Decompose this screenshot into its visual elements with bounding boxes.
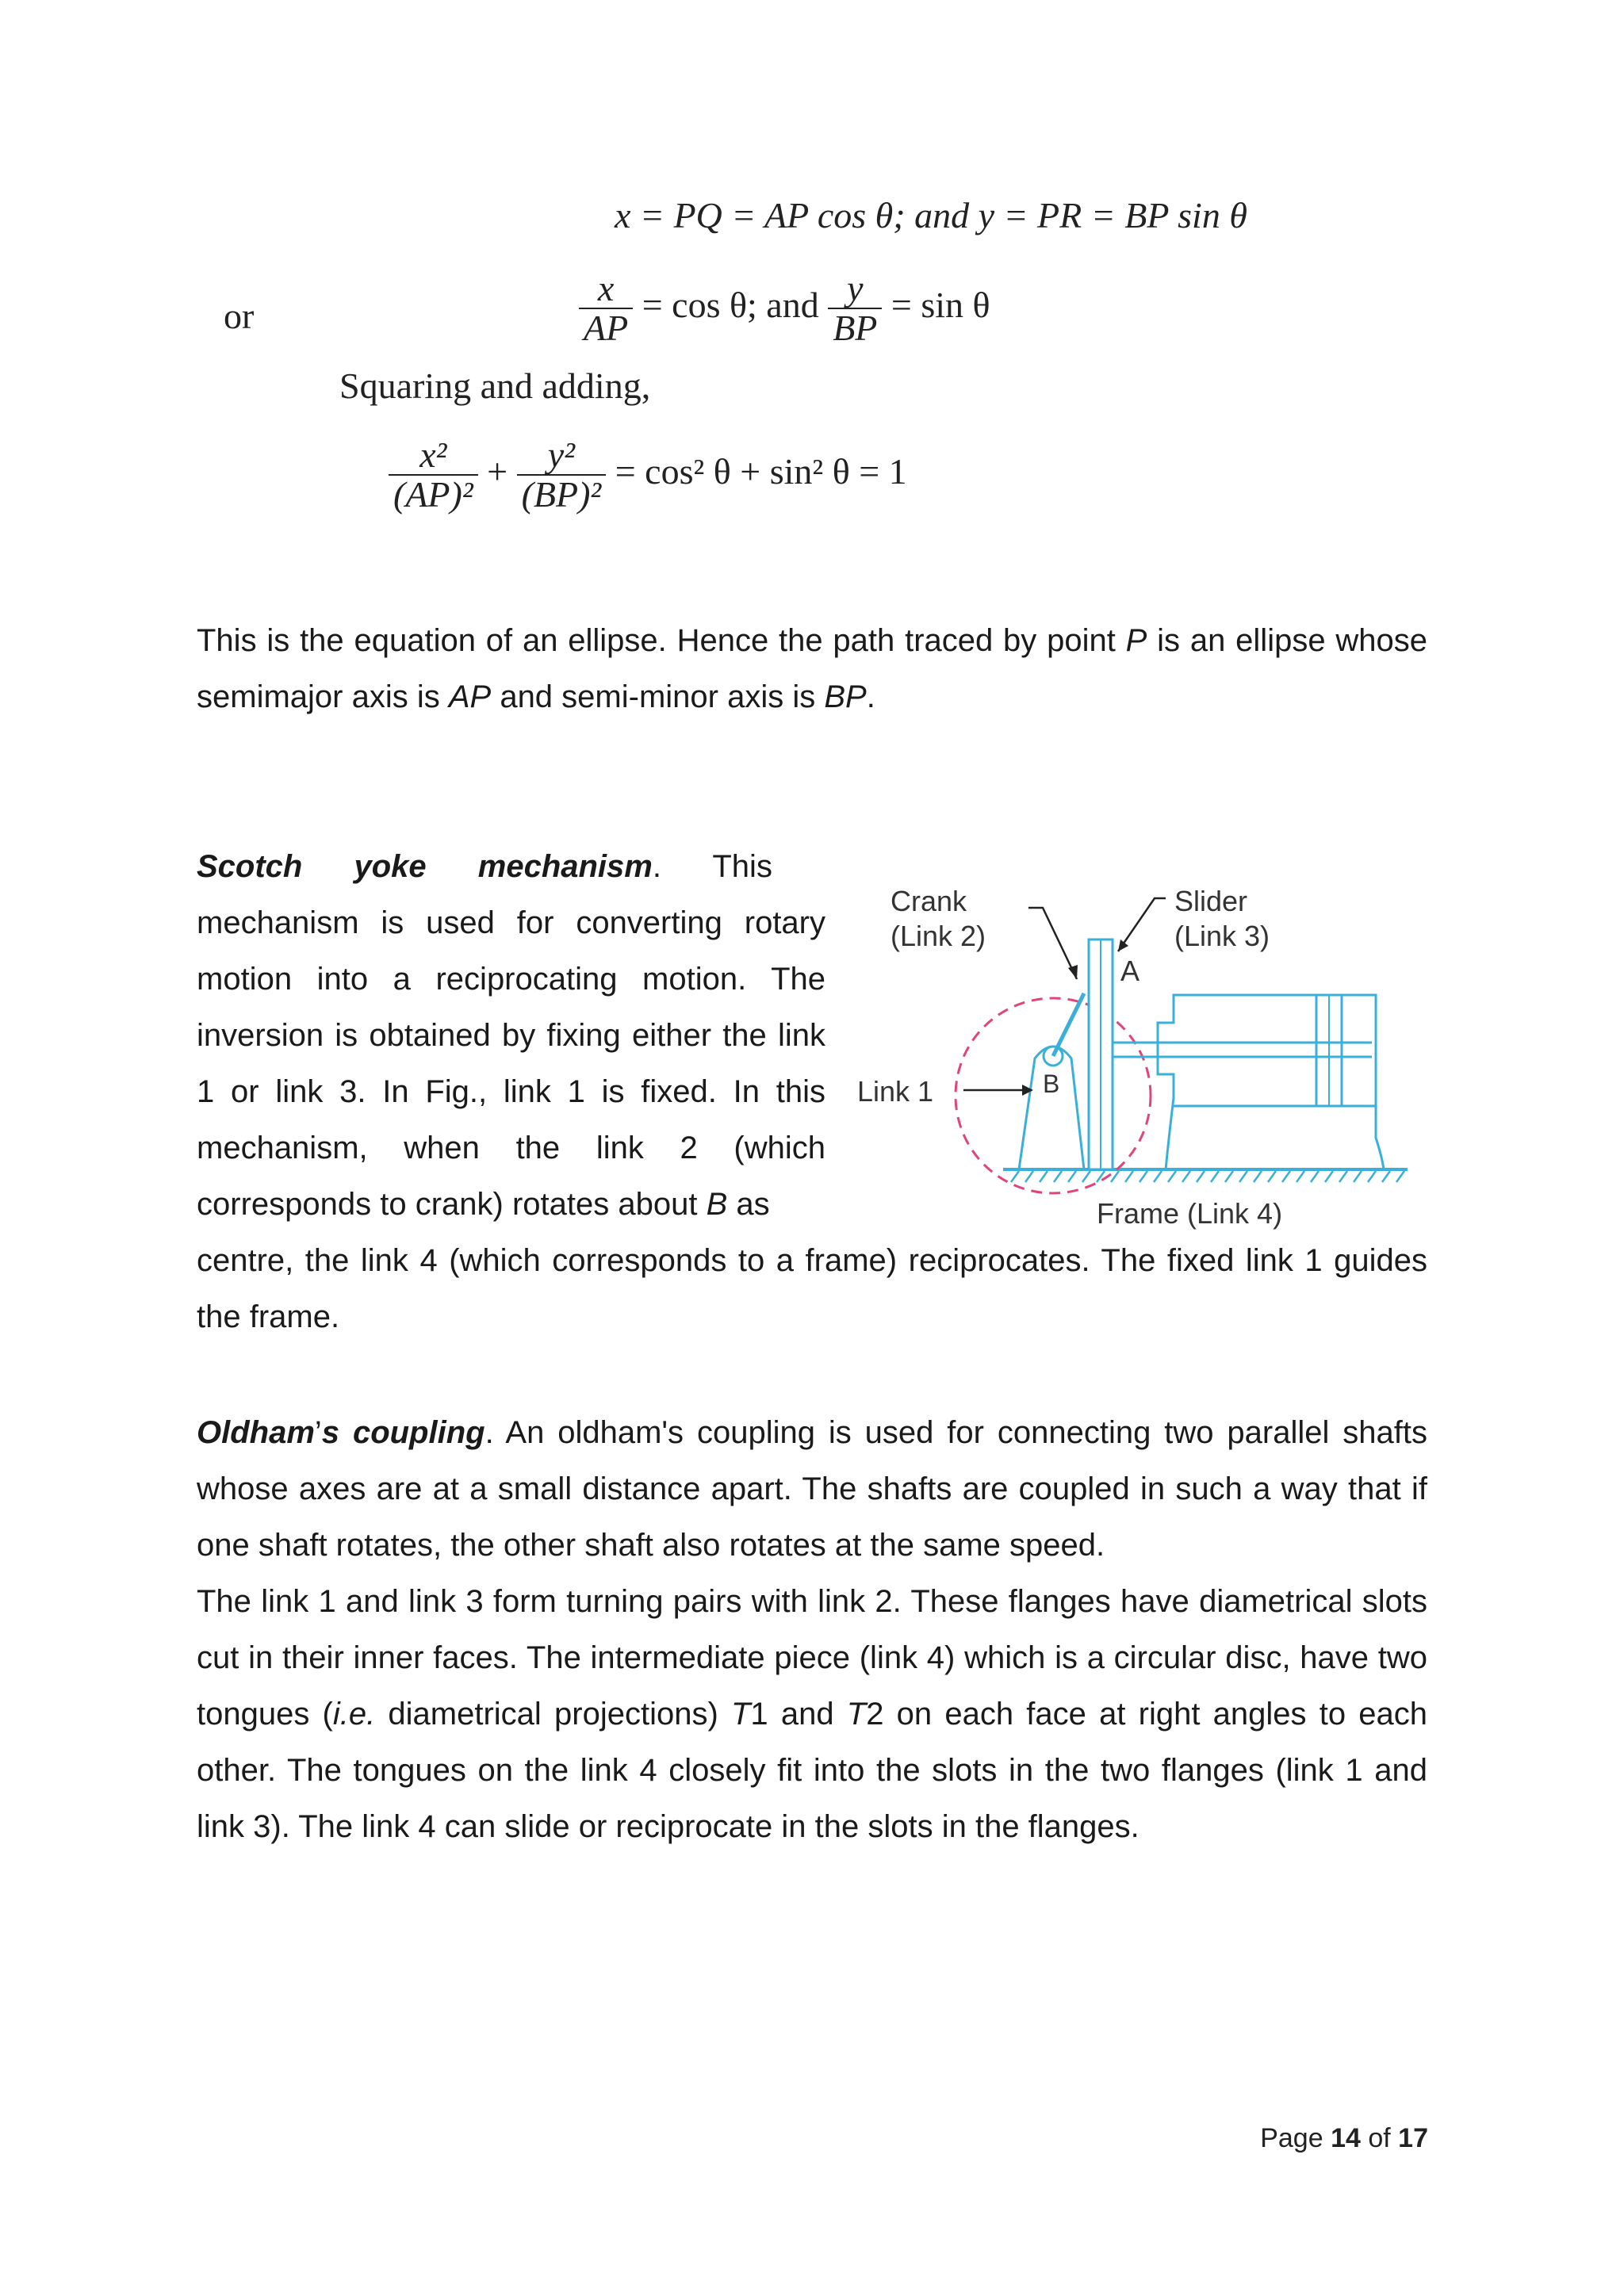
text-run: This is the equation of an ellipse. Hence the path traced by point bbox=[197, 623, 1126, 658]
fraction-y-bp bbox=[828, 270, 882, 348]
text-run: AP bbox=[448, 679, 492, 714]
current-page: 14 bbox=[1331, 2123, 1361, 2153]
squaring-label: Squaring and adding, bbox=[339, 365, 651, 406]
link-1-label: Link 1 bbox=[857, 1075, 934, 1108]
text-run: P bbox=[1125, 623, 1147, 658]
point-b-label: B bbox=[1043, 1070, 1060, 1098]
fraction-denominator: BP bbox=[833, 308, 878, 349]
fraction-denominator: AP bbox=[584, 308, 629, 349]
of-word: of bbox=[1368, 2123, 1391, 2153]
text-run: 2 on each face at right angles to each other. The tongues on the link 4 closely fit into the slots in the two flanges (link 1 and link 3). The link 4 can slide or reciprocate in the slots in the flanges. bbox=[197, 1697, 1427, 1844]
equation-1 bbox=[615, 194, 1247, 236]
oldham-paragraph-2 bbox=[197, 1574, 1427, 1855]
text-run: T bbox=[846, 1697, 867, 1732]
fraction-denominator: (BP)² bbox=[521, 474, 602, 515]
hatch-mark bbox=[1011, 1171, 1019, 1182]
hatch-mark bbox=[1054, 1171, 1062, 1182]
hatch-mark bbox=[1082, 1171, 1090, 1182]
hatch-mark bbox=[1211, 1171, 1219, 1182]
hatch-mark bbox=[1225, 1171, 1233, 1182]
crank-label-text: Crank bbox=[891, 885, 967, 917]
text-run: . bbox=[866, 679, 875, 714]
hatch-mark bbox=[1182, 1171, 1190, 1182]
fraction-numerator: y² bbox=[517, 436, 607, 476]
scotch-yoke-title: Scotch yoke mechanism bbox=[197, 849, 653, 884]
text-run: BP bbox=[824, 679, 867, 714]
hatch-mark bbox=[1268, 1171, 1276, 1182]
hatch-mark bbox=[1396, 1171, 1404, 1182]
oldham-paragraph bbox=[197, 1405, 1427, 1855]
slider-arrowhead bbox=[1118, 939, 1128, 951]
text-run: ’ bbox=[314, 1415, 322, 1450]
equation-2-end: = sin θ bbox=[891, 284, 990, 325]
text-run: i.e. bbox=[332, 1697, 376, 1732]
hatch-mark bbox=[1040, 1171, 1048, 1182]
text-run: . An oldham's coupling is used for connecting two parallel shafts whose axes are at a small distance apart. The shafts are coupled in such a way that if one shaft rotates, the other shaft also rotates at the same speed. bbox=[197, 1415, 1427, 1563]
hatch-mark bbox=[1025, 1171, 1033, 1182]
slider-link-label-text: (Link 3) bbox=[1174, 920, 1270, 952]
frame-link-4 bbox=[1158, 995, 1384, 1169]
crank-link-2 bbox=[1053, 993, 1084, 1056]
slider-label-text: Slider bbox=[1174, 885, 1248, 917]
ground-hatching bbox=[1011, 1171, 1404, 1182]
scotch-yoke-continuation-text: centre, the link 4 (which corresponds to a frame) reciprocates. The fixed link 1 guides the frame. bbox=[197, 1243, 1427, 1334]
fraction-numerator: y bbox=[828, 270, 882, 309]
ellipse-paragraph bbox=[197, 613, 1427, 725]
crank-label bbox=[891, 884, 986, 954]
hatch-mark bbox=[1168, 1171, 1176, 1182]
page-number bbox=[1260, 2123, 1428, 2154]
hatch-mark bbox=[1368, 1171, 1376, 1182]
text-run: is an ellipse whose semimajor axis is bbox=[197, 623, 1428, 714]
text-run: This bbox=[712, 849, 772, 884]
or-label bbox=[224, 295, 254, 337]
equation-1-text: x = PQ = AP cos θ; and y = PR = BP sin θ bbox=[615, 195, 1247, 235]
text-run: diametrical projections) bbox=[375, 1697, 731, 1732]
oldham-paragraph-1 bbox=[197, 1405, 1427, 1574]
point-a-label: A bbox=[1120, 955, 1140, 987]
scotch-yoke-paragraph bbox=[197, 839, 825, 1233]
equation-2 bbox=[579, 270, 990, 348]
equation-3 bbox=[389, 436, 907, 515]
text-run: as bbox=[727, 1187, 770, 1222]
text-run: mechanism is used for converting rotary motion into a reciprocating motion. The inversion is obtained by fixing either the link 1 or link 3. In Fig., link 1 is fixed. In this mechanism, when the link 2 (which corresponds to crank) rotates about bbox=[197, 905, 825, 1222]
fraction-x-ap bbox=[579, 270, 633, 348]
plus-sign: + bbox=[487, 450, 508, 492]
page-word: Page bbox=[1260, 2123, 1323, 2153]
hatch-mark bbox=[1197, 1171, 1205, 1182]
hatch-mark bbox=[1339, 1171, 1347, 1182]
hatch-mark bbox=[1254, 1171, 1262, 1182]
or-text: or bbox=[224, 296, 255, 336]
scotch-yoke-heading-line: Scotch yoke mechanism. This bbox=[197, 849, 772, 884]
text-run: 1 and bbox=[750, 1697, 847, 1732]
hatch-mark bbox=[1111, 1171, 1119, 1182]
oldham-title-part1: Oldham bbox=[197, 1415, 315, 1450]
slider-label bbox=[1174, 884, 1270, 954]
equation-2-mid: = cos θ; and bbox=[642, 284, 819, 325]
hatch-mark bbox=[1154, 1171, 1162, 1182]
scotch-yoke-continuation bbox=[197, 1233, 1427, 1345]
equation-3-end: = cos² θ + sin² θ = 1 bbox=[615, 450, 907, 492]
crank-arrowhead bbox=[1068, 965, 1078, 979]
fraction-x2-ap2 bbox=[389, 436, 478, 515]
fraction-numerator: x bbox=[579, 270, 633, 309]
text-run: and semi-minor axis is bbox=[491, 679, 825, 714]
crank-link-label-text: (Link 2) bbox=[891, 920, 986, 952]
hatch-mark bbox=[1239, 1171, 1247, 1182]
hatch-mark bbox=[1297, 1171, 1304, 1182]
total-pages: 17 bbox=[1398, 2123, 1428, 2153]
text-run: The link 1 and link 3 form turning pairs with link 2. These flanges have diametrical slots cut in their inner faces. The intermediate piece (link 4) which is a circular disc, have two tongues ( bbox=[197, 1584, 1427, 1732]
hatch-mark bbox=[1282, 1171, 1290, 1182]
fraction-denominator: (AP)² bbox=[393, 474, 473, 515]
text-run: T bbox=[730, 1697, 751, 1732]
oldham-title-part2: s coupling bbox=[321, 1415, 485, 1450]
text-run: B bbox=[706, 1187, 728, 1222]
scotch-yoke-figure bbox=[852, 876, 1431, 1241]
hatch-mark bbox=[1354, 1171, 1362, 1182]
ellipse-paragraph-text bbox=[197, 613, 1427, 725]
fraction-y2-bp2 bbox=[517, 436, 607, 515]
hatch-mark bbox=[1068, 1171, 1076, 1182]
frame-label: Frame (Link 4) bbox=[1097, 1197, 1283, 1230]
squaring-text bbox=[339, 365, 650, 407]
hatch-mark bbox=[1382, 1171, 1390, 1182]
hatch-mark bbox=[1311, 1171, 1319, 1182]
hatch-mark bbox=[1139, 1171, 1147, 1182]
hatch-mark bbox=[1325, 1171, 1333, 1182]
fraction-numerator: x² bbox=[389, 436, 478, 476]
scotch-yoke-body bbox=[197, 895, 825, 1233]
hatch-mark bbox=[1125, 1171, 1133, 1182]
